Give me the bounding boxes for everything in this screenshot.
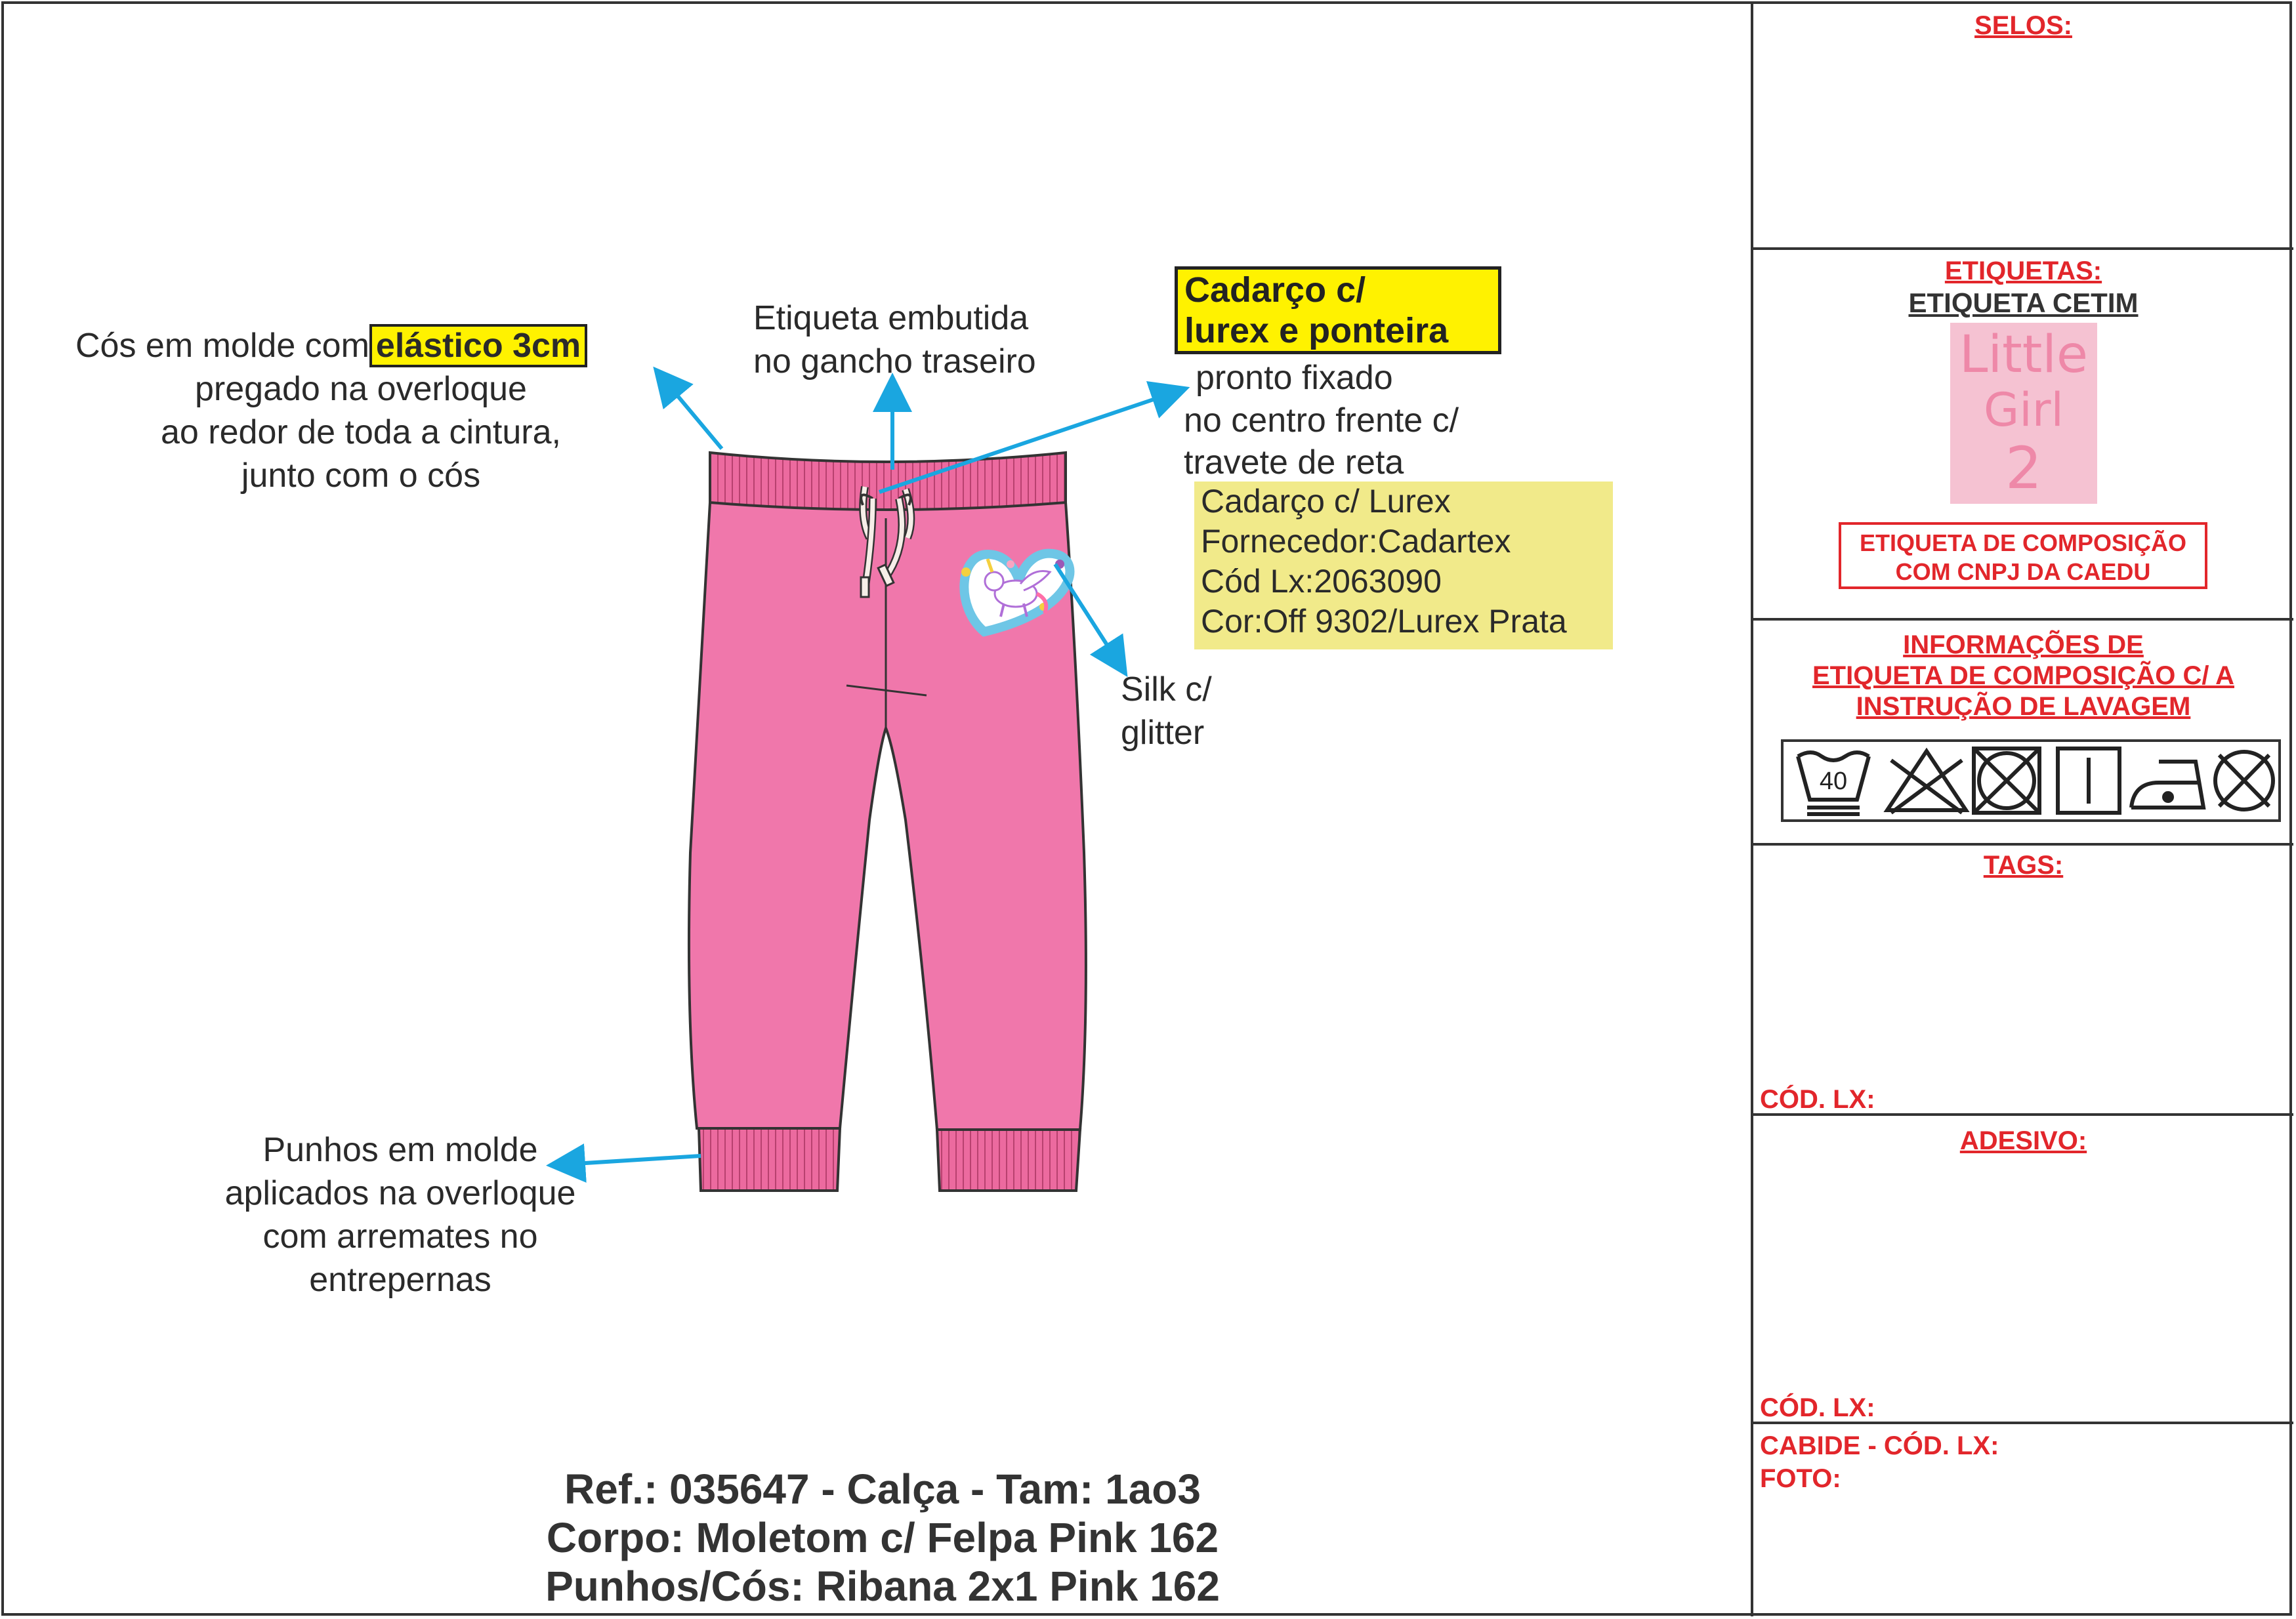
reference-line1: Ref.: 035647 - Calça - Tam: 1ao3 (564, 1465, 1201, 1513)
info-line2: ETIQUETA DE COMPOSIÇÃO C/ A (1812, 661, 2234, 690)
note-silk-line1: Silk c/ (1121, 670, 1212, 708)
composicao-box (1839, 522, 2207, 589)
note-silk-line2: glitter (1121, 714, 1205, 752)
note-punhos-line3: com arremates no (262, 1218, 538, 1256)
cadarco-highlight-box (1175, 266, 1501, 354)
wash-temp-text: 40 (1819, 768, 1848, 795)
sidebar-tags: TAGS: (1983, 851, 2064, 880)
note-etiqueta-line1: Etiqueta embutida (753, 299, 1029, 337)
lurex-spec-box (1194, 482, 1613, 649)
note-etiqueta-line2: no gancho traseiro (753, 342, 1036, 380)
note-pronto-line1: pronto fixado (1196, 359, 1393, 397)
do-not-tumble-dry-icon (1974, 748, 2039, 813)
divider-info (1751, 843, 2293, 846)
label-text-line1: Little (1959, 325, 2088, 384)
info-line3: INSTRUÇÃO DE LAVAGEM (1856, 692, 2191, 721)
reference-line3: Punhos/Cós: Ribana 2x1 Pink 162 (545, 1563, 1220, 1610)
line-dry-icon (2058, 748, 2119, 813)
label-text-line2: Girl (1984, 383, 2064, 437)
little-girl-label (1950, 323, 2097, 504)
note-cos-line3: ao redor de toda a cintura, (161, 413, 561, 451)
reference-line2: Corpo: Moletom c/ Felpa Pink 162 (546, 1514, 1219, 1561)
sidebar-foto: FOTO: (1760, 1464, 1841, 1493)
care-symbols-strip (1781, 739, 2281, 822)
cadarco-line2: lurex e ponteira (1184, 311, 1449, 350)
lurex-line: Cor:Off 9302/Lurex Prata (1201, 603, 1567, 640)
sidebar-cod-lx-1: CÓD. LX: (1760, 1085, 1875, 1114)
etiqueta-cetim-label: ETIQUETA CETIM (1908, 287, 2139, 318)
sidebar-cod-lx-2: CÓD. LX: (1760, 1393, 1875, 1422)
lurex-line: Cadarço c/ Lurex (1201, 483, 1451, 520)
divider-etiquetas (1751, 618, 2293, 621)
note-pronto-line2: no centro frente c/ (1184, 401, 1459, 440)
lurex-line: Fornecedor:Cadartex (1201, 523, 1511, 560)
info-line1: INFORMAÇÕES DE (1903, 630, 2144, 659)
arrow-cos (658, 373, 722, 449)
cadarco-line1: Cadarço c/ (1184, 270, 1366, 310)
note-cos-highlight: elástico 3cm (369, 324, 587, 367)
divider-selos (1751, 247, 2293, 250)
note-punhos-line4: entrepernas (309, 1261, 491, 1299)
lurex-line: Cód Lx:2063090 (1201, 563, 1442, 600)
do-not-bleach-icon (1887, 751, 1966, 813)
note-cos (75, 324, 587, 367)
note-punhos-line1: Punhos em molde (262, 1131, 538, 1169)
note-cos-prefix: Cós em molde com (75, 327, 369, 365)
washing-40-icon (1798, 752, 1869, 814)
note-cos-line4: junto com o cós (241, 457, 481, 495)
sidebar-etiquetas: ETIQUETAS: (1944, 256, 2102, 285)
composicao-line2: COM CNPJ DA CAEDU (1895, 558, 2151, 585)
label-text-line3: 2 (2005, 434, 2042, 502)
note-pronto-line3: travete de reta (1184, 443, 1404, 482)
note-cos-line2: pregado na overloque (195, 370, 527, 408)
composicao-line1: ETIQUETA DE COMPOSIÇÃO (1859, 529, 2187, 556)
do-not-dry-clean-icon (2215, 752, 2273, 810)
iron-low-icon (2131, 762, 2203, 808)
sidebar-divider (1751, 1, 1753, 1616)
note-punhos-line2: aplicados na overloque (224, 1174, 576, 1212)
sidebar-selos: SELOS: (1974, 11, 2072, 40)
sidebar-adesivo: ADESIVO: (1959, 1126, 2087, 1155)
sidebar-cabide: CABIDE - CÓD. LX: (1760, 1431, 1999, 1460)
